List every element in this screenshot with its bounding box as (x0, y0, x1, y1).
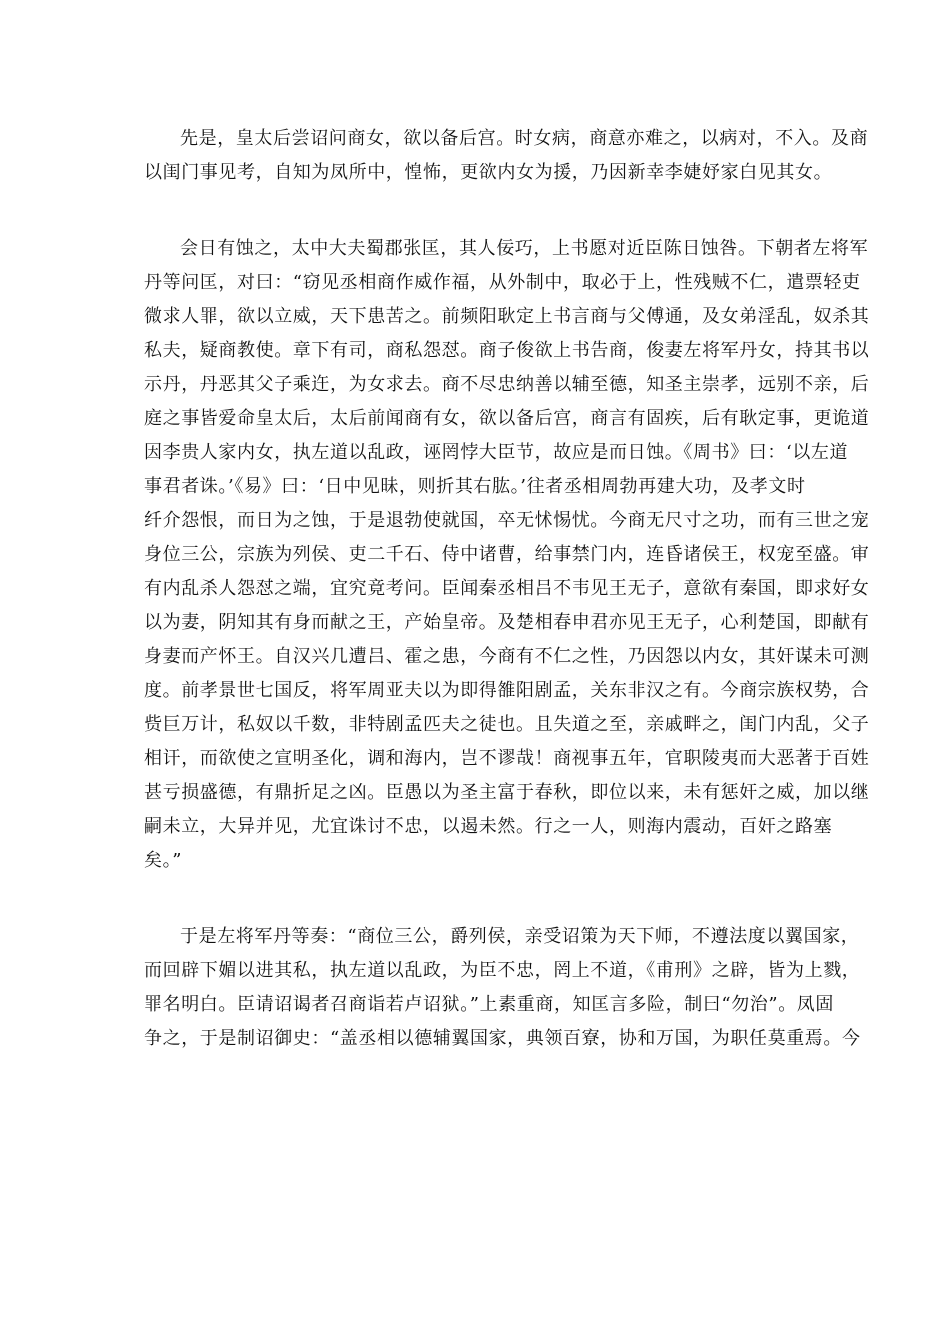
text-line: 争之，于是制诏御史：“盖丞相以德辅翼国家，典领百寮，协和万国，为职任莫重焉。今 (144, 1028, 861, 1049)
text-line: 庭之事皆爱命皇太后，太后前闻商有女，欲以备后宫，商言有固疾，后有耿定事，更诡道 (144, 408, 870, 429)
text-line: 以为妻，阴知其有身而献之王，产始皇帝。及楚相春申君亦见王无子，心利楚国，即献有 (144, 612, 870, 633)
text-line: 微求人罪，欲以立威，天下患苦之。前频阳耿定上书言商与父傅通，及女弟淫乱，奴杀其 (144, 306, 870, 327)
text-line: 身位三公，宗族为列侯、吏二千石、侍中诸曹，给事禁门内，连昏诸侯王，权宠至盛。审 (144, 544, 870, 565)
text-line: 身妻而产怀王。自汉兴几遭吕、霍之患，今商有不仁之性，乃因怨以内女，其奸谋未可测 (144, 646, 870, 667)
text-line: 于是左将军丹等奏：“商位三公，爵列侯，亲受诏策为天下师，不遵法度以翼国家， (180, 926, 860, 947)
text-line: 会日有蚀之，太中大夫蜀郡张匡，其人佞巧，上书愿对近臣陈日蚀咎。下朝者左将军 (180, 238, 869, 259)
text-line: 赀巨万计，私奴以千数，非特剧孟匹夫之徒也。且失道之至，亲戚畔之，闺门内乱，父子 (144, 714, 870, 735)
document-page (144, 108, 870, 1056)
text-line: 相讦，而欲使之宣明圣化，调和海内，岂不谬哉！商视事五年，官职陵夷而大恶著于百姓 (144, 748, 870, 769)
text-line: 有内乱杀人怨怼之端，宜究竟考问。臣闻秦丞相吕不韦见王无子，意欲有秦国，即求好女 (144, 578, 870, 599)
text-line: 纤介怨恨，而日为之蚀，于是退勃使就国，卒无怵惕忧。今商无尺寸之功，而有三世之宠 (144, 510, 870, 531)
paragraph-3 (144, 920, 861, 1056)
text-line: 嗣未立，大异并见，尤宜诛讨不忠，以遏未然。行之一人，则海内震动，百奸之路塞 (144, 816, 833, 837)
text-line: 事君者诛。’《易》曰：‘日中见昧，则折其右肱。’往者丞相周勃再建大功，及孝文时 (144, 476, 806, 497)
text-line: 度。前孝景世七国反，将军周亚夫以为即得雒阳剧孟，关东非汉之有。今商宗族权势，合 (144, 680, 870, 701)
text-line: 罪名明白。臣请诏谒者召商诣若卢诏狱。”上素重商，知匡言多险，制曰“勿治”。凤固 (144, 994, 835, 1015)
paragraph-2 (144, 232, 870, 878)
text-line: 甚亏损盛德，有鼎折足之凶。臣愚以为圣主富于春秋，即位以来，未有惩奸之威，加以继 (144, 782, 870, 803)
text-line: 私夫，疑商教使。章下有司，商私怨怼。商子俊欲上书告商，俊妻左将军丹女，持其书以 (144, 340, 870, 361)
text-line: 丹等问匡，对曰：“窃见丞相商作威作福，从外制中，取必于上，性残贼不仁，遣票轻吏 (144, 272, 861, 293)
text-line: 矣。” (144, 850, 183, 871)
text-line: 以闺门事见考，自知为凤所中，惶怖，更欲内女为援，乃因新幸李婕妤家白见其女。 (144, 162, 833, 183)
text-line: 而回辟下媚以进其私，执左道以乱政，为臣不忠，罔上不道，《甫刑》之辟，皆为上戮， (144, 960, 861, 981)
text-line: 示丹，丹恶其父子乘迕，为女求去。商不尽忠纳善以辅至德，知圣主崇孝，远别不亲，后 (144, 374, 870, 395)
text-line: 因李贵人家内女，执左道以乱政，诬罔悖大臣节，故应是而日蚀。《周书》曰：‘以左道 (144, 442, 849, 463)
text-line: 先是，皇太后尝诏问商女，欲以备后宫。时女病，商意亦难之，以病对，不入。及商 (180, 128, 869, 149)
paragraph-1 (144, 122, 869, 190)
